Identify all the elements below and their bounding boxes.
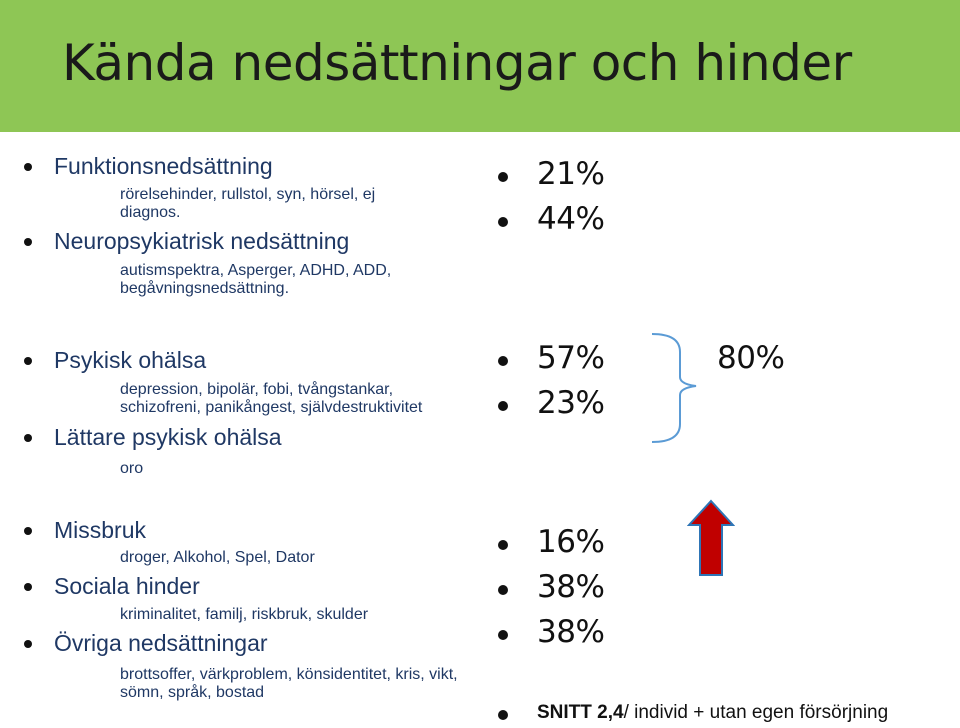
item-desc-sociala-hinder: kriminalitet, familj, riskbruk, skulder: [120, 606, 369, 623]
item-heading-ovriga-nedsattningar: Övriga nedsättningar: [54, 630, 268, 656]
bullet-dot: [498, 540, 508, 550]
pct-missbruk: 16%: [537, 524, 605, 560]
pct-funktionsnedsattning: 21%: [537, 156, 605, 192]
snitt-text: [537, 702, 888, 724]
pct-sociala-hinder: 38%: [537, 569, 605, 605]
item-heading-neuropsykiatrisk: Neuropsykiatrisk nedsättning: [54, 228, 350, 254]
right-brace-icon: [650, 332, 700, 444]
bullet-dot: [498, 401, 508, 411]
bullet-dot: [24, 163, 32, 171]
snitt-rest: / individ + utan egen försörjning: [623, 702, 889, 723]
bullet-dot: [498, 356, 508, 366]
item-heading-psykisk-ohalsa: Psykisk ohälsa: [54, 347, 207, 373]
pct-lattare-psykisk-ohalsa: 23%: [537, 385, 605, 421]
item-heading-funktionsnedsattning: Funktionsnedsättning: [54, 153, 273, 179]
bullet-dot: [498, 172, 508, 182]
title-bar: [0, 0, 960, 132]
bracket-total: 80%: [717, 340, 785, 376]
bullet-dot: [498, 630, 508, 640]
bullet-dot: [498, 585, 508, 595]
item-desc-missbruk: droger, Alkohol, Spel, Dator: [120, 549, 315, 566]
item-heading-missbruk: Missbruk: [54, 517, 147, 543]
page-title: Kända nedsättningar och hinder: [62, 34, 852, 92]
bullet-dot: [24, 434, 32, 442]
bullet-dot: [24, 357, 32, 365]
bullet-dot: [24, 583, 32, 591]
bullet-dot: [498, 217, 508, 227]
pct-psykisk-ohalsa: 57%: [537, 340, 605, 376]
item-heading-sociala-hinder: Sociala hinder: [54, 573, 200, 599]
pct-neuropsykiatrisk: 44%: [537, 201, 605, 237]
item-desc-psykisk-ohalsa: depression, bipolär, fobi, tvångstankar, schizofreni, panikångest, självdestruktivitet: [120, 381, 423, 416]
bullet-dot: [24, 238, 32, 246]
item-desc-lattare-psykisk-ohalsa: oro: [120, 460, 144, 477]
item-desc-neuropsykiatrisk: autismspektra, Asperger, ADHD, ADD, begåvningsnedsättning.: [120, 262, 392, 297]
item-desc-funktionsnedsattning: rörelsehinder, rullstol, syn, hörsel, ej diagnos.: [120, 186, 376, 221]
snitt-bold: SNITT 2,4: [537, 702, 624, 723]
bullet-dot: [24, 640, 32, 648]
item-desc-ovriga-nedsattningar: brottsoffer, värkproblem, könsidentitet, kris, vikt, sömn, språk, bostad: [120, 666, 458, 701]
up-arrow-icon: [687, 499, 735, 579]
item-heading-lattare-psykisk-ohalsa: Lättare psykisk ohälsa: [54, 424, 282, 450]
bullet-dot: [498, 710, 508, 720]
pct-ovriga-nedsattningar: 38%: [537, 614, 605, 650]
bullet-dot: [24, 527, 32, 535]
